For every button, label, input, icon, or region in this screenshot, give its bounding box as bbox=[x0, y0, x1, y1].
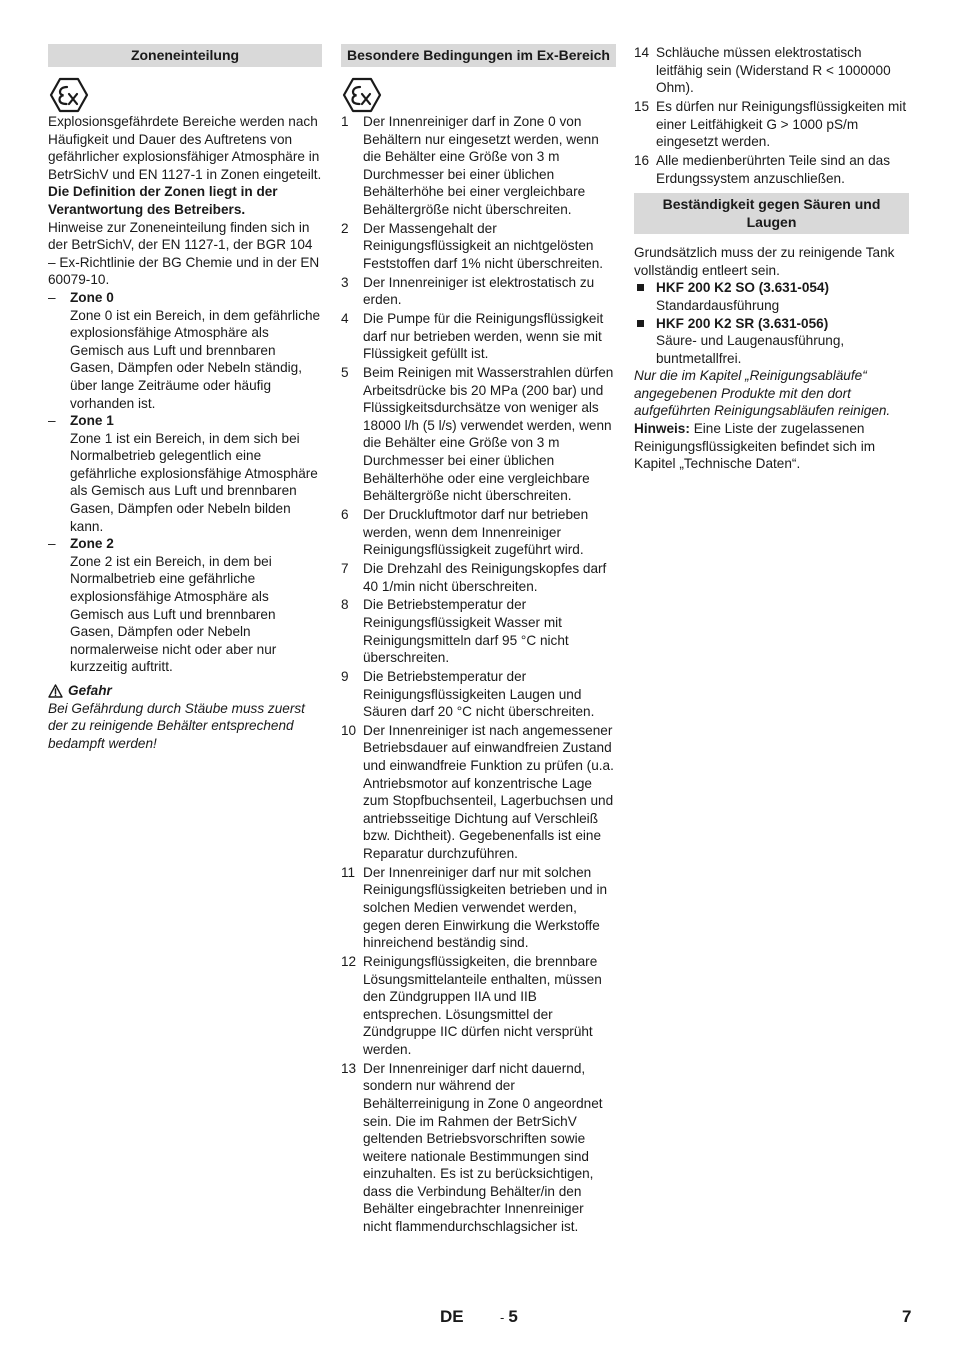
list-item bbox=[634, 152, 909, 187]
list-item bbox=[341, 220, 616, 273]
list-item bbox=[341, 1060, 616, 1236]
item-text: Die Drehzahl des Reinigungskopfes darf 40 1/min nicht überschreiten. bbox=[363, 560, 607, 594]
item-text: Der Innenreiniger darf in Zone 0 von Behältern nur eingesetzt werden, wenn die Behälter eine Größe von 3 m Durchmesser bei einer üblichen Behälterhöhe bei einer vergleichbare Behältergröße nicht überschreiten. bbox=[363, 114, 599, 217]
zone-title: Zone 2 bbox=[70, 536, 114, 552]
conditions-list bbox=[341, 113, 616, 1236]
list-item bbox=[341, 364, 616, 505]
item-number: 12 bbox=[341, 953, 357, 969]
list-item bbox=[634, 315, 909, 368]
hint-paragraph bbox=[634, 420, 909, 473]
warning-label: Gefahr bbox=[68, 683, 112, 698]
hint-label: Hinweis: bbox=[634, 421, 690, 437]
item-number: 3 bbox=[341, 274, 349, 290]
item-number: 8 bbox=[341, 597, 349, 613]
variant-description: Standardausführung bbox=[656, 297, 780, 313]
list-item bbox=[341, 953, 616, 1059]
list-item bbox=[48, 412, 322, 535]
footer-page-number: 7 bbox=[902, 1307, 912, 1326]
dash-mark: – bbox=[48, 289, 56, 305]
list-item bbox=[341, 274, 616, 309]
item-number: 7 bbox=[341, 560, 349, 576]
item-number: 16 bbox=[634, 152, 650, 168]
item-number: 1 bbox=[341, 114, 349, 129]
list-item bbox=[48, 289, 322, 412]
list-item bbox=[341, 668, 616, 721]
dash-mark: – bbox=[48, 413, 56, 429]
item-text: Reinigungsflüssigkeiten, die brennbare Lösungsmittelanteile enthalten, müssen den Zündgruppen IIA und IIB entsprechen. Lösungsmittel der Zündgruppe IIC dürfen nicht versprüht werden. bbox=[363, 953, 602, 1057]
responsibility-note: Die Definition der Zonen liegt in der Verantwortung des Betreibers. bbox=[48, 184, 278, 217]
section-heading-bestaendigkeit: Beständigkeit gegen Säuren und Laugen bbox=[634, 193, 909, 234]
list-item bbox=[341, 864, 616, 952]
item-text: Beim Reinigen mit Wasserstrahlen dürfen Arbeitsdrücke bis 20 MPa (200 bar) und Flüssigkeitsdurchsätze von weniger als 18000 l/h (5 l/s) verwendet werden, wenn die Behälter eine Größe von 3 m Durchmesser bei einer üblichen Behälterhöhe oder eine vergleichbare Behältergröße nicht überschreiten. bbox=[363, 365, 614, 504]
dash-mark: – bbox=[48, 536, 56, 552]
column-besondere-bedingungen bbox=[341, 44, 616, 1237]
item-text: Der Innenreiniger darf nicht dauernd, sondern nur während der Behälterreinigung in Zone 0 angeordnet sein. Die im Rahmen der BetrSichV geltenden Betriebsvorschriften sowie weitere nationale Bestimmungen sind einzuhalten. Es ist zu berücksichtigen, dass die Verbindung Behälter/in den Behälter eingebrachter Innenreiniger nicht flammendurchschlagsicher ist. bbox=[363, 1060, 603, 1235]
list-item bbox=[341, 560, 616, 595]
zone-list bbox=[48, 289, 322, 676]
item-text: Es dürfen nur Reinigungsflüssigkeiten mit einer Leitfähigkeit G > 1000 pS/m eingesetzt werden. bbox=[656, 98, 907, 150]
variant-title: HKF 200 K2 SO (3.631-054) bbox=[656, 280, 830, 296]
variant-list bbox=[634, 279, 909, 367]
list-item bbox=[634, 44, 909, 97]
ex-protection-icon bbox=[342, 77, 382, 113]
item-number: 9 bbox=[341, 668, 349, 684]
warning-heading bbox=[48, 682, 322, 700]
footer-separator: - bbox=[500, 1310, 505, 1325]
item-text: Der Druckluftmotor darf nur betrieben werden, wenn dem Innenreiniger Reinigungsflüssigkeit zugeführt wird. bbox=[363, 507, 589, 558]
item-text: Der Innenreiniger ist elektrostatisch zu erden. bbox=[363, 274, 595, 308]
item-text: Die Pumpe für die Reinigungsflüssigkeit darf nur betrieben werden, wenn sie mit Flüssigkeit gefüllt ist. bbox=[363, 311, 604, 362]
intro-text: Explosionsgefährdete Bereiche werden nach Häufigkeit und Dauer des Auftretens von gefährlicher explosionsfähiger Atmosphäre in BetrSichV und EN 1127-1 in Zonen eingeteilt. bbox=[48, 114, 322, 182]
item-text: Der Innenreiniger darf nur mit solchen Reinigungsflüssigkeiten betrieben und in solchen Medien verwendet werden, gegen deren Einwirkung die Werkstoffe hinreichend beständig sind. bbox=[363, 864, 608, 951]
column-zoneneinteilung bbox=[48, 44, 322, 752]
item-text: Alle medienberührten Teile sind an das Erdungssystem anzuschließen. bbox=[656, 152, 891, 186]
column-bestaendigkeit bbox=[634, 44, 909, 473]
list-item bbox=[341, 722, 616, 863]
item-number: 13 bbox=[341, 1060, 357, 1076]
item-text: Der Innenreiniger ist nach angemessener Betriebsdauer auf einwandfreien Zustand und einwandfreie Funktion zu prüfen (u.a. Antriebsmotor auf konzentrische Lage zum Stopfbuchsenteil, Lagerbuchsen und antriebsseitige Dichtung auf Verschleiß bzw. Dichtheit). Gegebenenfalls ist eine Reparatur durchzuführen. bbox=[363, 722, 614, 862]
list-item bbox=[48, 535, 322, 676]
list-item bbox=[634, 98, 909, 151]
square-bullet bbox=[637, 284, 644, 291]
item-text: Der Massengehalt der Reinigungsflüssigkeit an nichtgelösten Feststoffen darf 1% nicht überschreiten. bbox=[363, 220, 604, 271]
list-item bbox=[341, 506, 616, 559]
section-heading-zoneneinteilung: Zoneneinteilung bbox=[48, 44, 322, 67]
item-number: 4 bbox=[341, 311, 349, 327]
item-number: 14 bbox=[634, 45, 650, 60]
zone-description: Zone 1 ist ein Bereich, in dem sich bei Normalbetrieb gelegentlich eine gefährliche explosionsfähige Atmosphäre als Gemisch aus Luft und brennbaren Gasen, Dämpfen oder Nebeln bilden kann. bbox=[70, 430, 318, 534]
item-number: 15 bbox=[634, 98, 650, 114]
warning-text: Bei Gefährdung durch Stäube muss zuerst der zu reinigende Behälter entsprechend bedampft werden! bbox=[48, 700, 305, 751]
item-text: Die Betriebstemperatur der Reinigungsflüssigkeiten Laugen und Säuren darf 20 °C nicht überschreiten. bbox=[363, 668, 595, 720]
footer-section-page bbox=[500, 1307, 518, 1328]
footer-language: DE bbox=[440, 1307, 464, 1326]
item-number: 5 bbox=[341, 365, 349, 381]
ex-protection-icon bbox=[49, 77, 89, 113]
hint-text: Eine Liste der zugelassenen Reinigungsflüssigkeiten befindet sich im Kapitel „Technische Daten“. bbox=[634, 421, 876, 472]
warning-triangle-icon bbox=[48, 684, 63, 698]
variant-description: Säure- und Laugenausführung, buntmetallfrei. bbox=[656, 333, 845, 366]
item-text: Die Betriebstemperatur der Reinigungsflüssigkeit Wasser mit Reinigungsmitteln darf 95 °C nicht überschreiten. bbox=[363, 597, 569, 666]
list-item bbox=[341, 596, 616, 666]
item-text: Schläuche müssen elektrostatisch leitfähig sein (Widerstand R < 1000000 Ohm). bbox=[656, 45, 891, 96]
zone-description: Zone 0 ist ein Bereich, in dem gefährliche explosionsfähige Atmosphäre als Gemisch aus Luft und brennbaren Gasen, Dämpfen oder Nebeln ständig, über lange Zeiträume oder häufig vorhanden ist. bbox=[70, 307, 321, 411]
section-heading-besondere-bedingungen: Besondere Bedingungen im Ex-Bereich bbox=[341, 44, 616, 67]
zone-hint-text: Hinweise zur Zoneneinteilung finden sich in der BetrSichV, der EN 1127-1, der BGR 104 – Ex-Richtlinie der BG Chemie und in der EN 60079-10. bbox=[48, 219, 320, 288]
list-item bbox=[634, 279, 909, 314]
variant-title: HKF 200 K2 SR (3.631-056) bbox=[656, 315, 829, 331]
footer-section-page-number: 5 bbox=[508, 1307, 518, 1326]
item-number: 11 bbox=[341, 864, 356, 880]
zone-title: Zone 1 bbox=[70, 413, 114, 429]
item-number: 2 bbox=[341, 220, 349, 236]
conditions-list-continued bbox=[634, 44, 909, 187]
tank-intro-text: Grundsätzlich muss der zu reinigende Tank vollständig entleert sein. bbox=[634, 245, 895, 278]
item-number: 6 bbox=[341, 507, 349, 522]
zone-title: Zone 0 bbox=[70, 289, 114, 305]
item-number: 10 bbox=[341, 722, 357, 738]
list-item bbox=[341, 310, 616, 363]
square-bullet bbox=[637, 320, 644, 327]
zone-description: Zone 2 ist ein Bereich, in dem bei Normalbetrieb eine gefährliche explosionsfähige Atmosphäre als Gemisch aus Luft und brennbaren Gasen, Dämpfen oder Nebeln normalerweise nicht oder aber nur kurzzeitig auftritt. bbox=[70, 553, 277, 675]
list-item bbox=[341, 113, 616, 219]
products-note: Nur die im Kapitel „Reinigungsabläufe“ angegebenen Produkte mit den dort aufgeführten Reinigungsabläufen reinigen. bbox=[634, 368, 891, 419]
